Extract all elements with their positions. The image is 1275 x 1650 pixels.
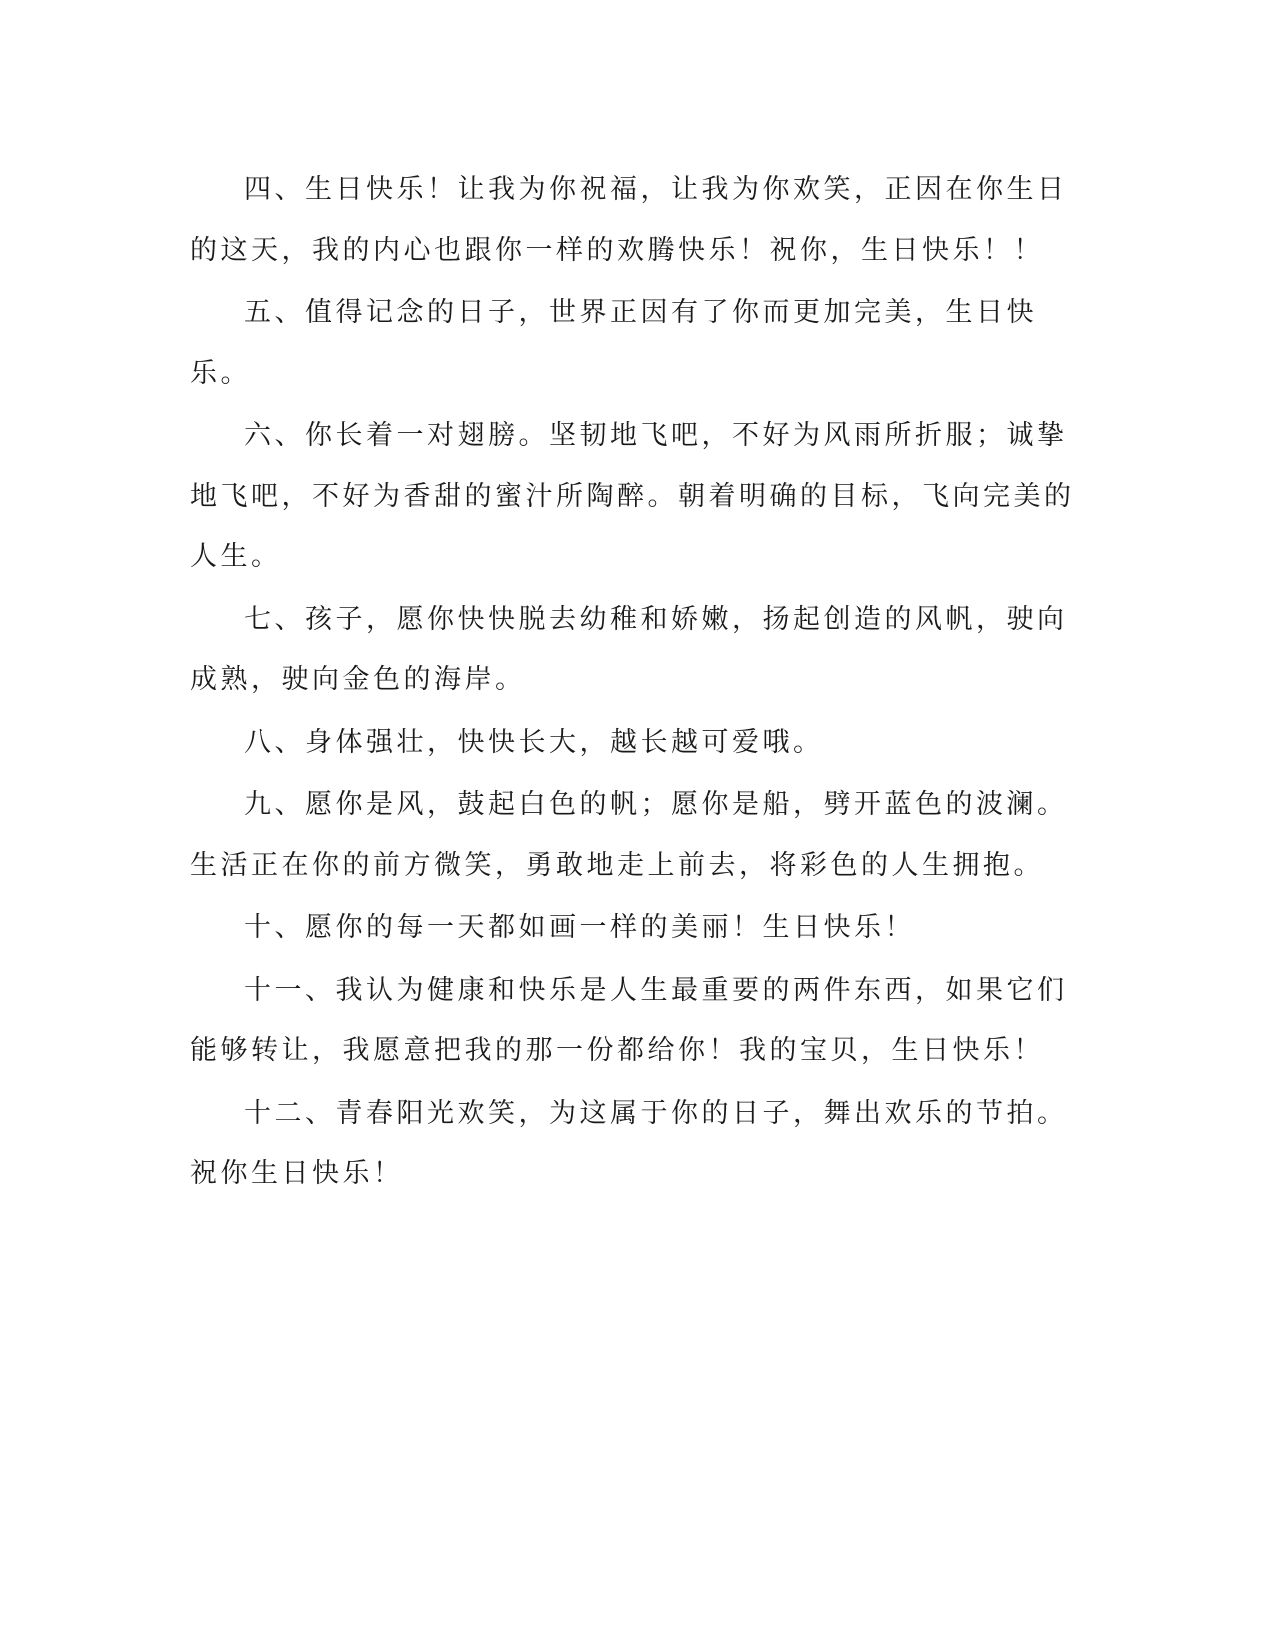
paragraph-9: 九、愿你是风，鼓起白色的帆；愿你是船，劈开蓝色的波澜。生活正在你的前方微笑，勇敢地走上前去，将彩色的人生拥抱。 (190, 789, 1068, 881)
paragraph-4: 四、生日快乐！让我为你祝福，让我为你欢笑，正因在你生日的这天，我的内心也跟你一样的欢腾快乐！祝你，生日快乐！！ (190, 174, 1068, 266)
paragraph-7: 七、孩子，愿你快快脱去幼稚和娇嫩，扬起创造的风帆，驶向成熟，驶向金色的海岸。 (190, 603, 1068, 695)
paragraph-8: 八、身体强壮，快快长大，越长越可爱哦。 (244, 726, 824, 758)
document-body (190, 160, 1077, 1207)
paragraph-5: 五、值得记念的日子，世界正因有了你而更加完美，生日快乐。 (190, 297, 1037, 389)
paragraph-12: 十二、青春阳光欢笑，为这属于你的日子，舞出欢乐的节拍。祝你生日快乐！ (190, 1097, 1068, 1189)
paragraph-10: 十、愿你的每一天都如画一样的美丽！生日快乐！ (244, 912, 915, 943)
paragraph-11: 十一、我认为健康和快乐是人生最重要的两件东西，如果它们能够转让，我愿意把我的那一份都给你！我的宝贝，生日快乐！ (190, 974, 1068, 1066)
paragraph-6: 六、你长着一对翅膀。坚韧地飞吧，不好为风雨所折服；诚挚地飞吧，不好为香甜的蜜汁所陶醉。朝着明确的目标，飞向完美的人生。 (190, 420, 1075, 572)
